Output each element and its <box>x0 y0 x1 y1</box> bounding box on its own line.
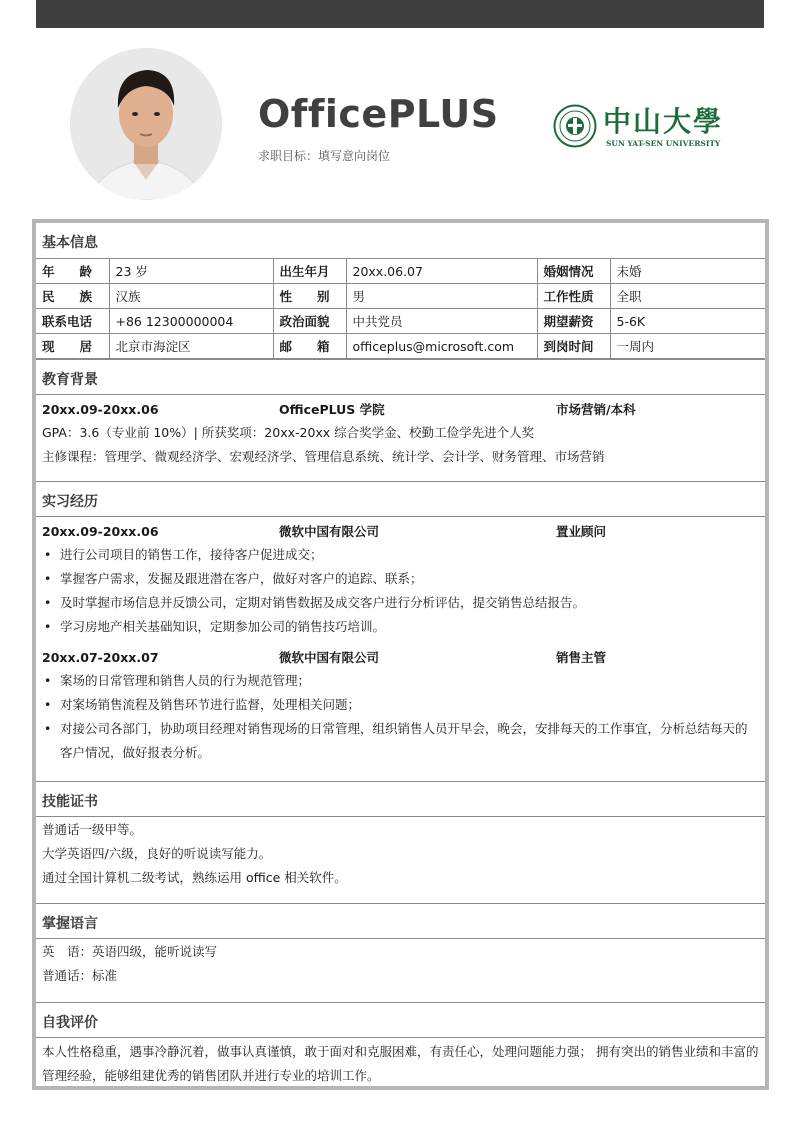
basic-info-label: 婚姻情况 <box>537 259 610 284</box>
job-bullet: • 对案场销售流程及销售环节进行监督，处理相关问题； <box>42 693 759 717</box>
basic-info-label: 期望薪资 <box>537 309 610 334</box>
section-title-self-evaluation: 自我评价 <box>36 1002 765 1037</box>
basic-info-label: 出生年月 <box>273 259 346 284</box>
basic-info-value: 男 <box>346 284 537 309</box>
education-block <box>36 394 765 469</box>
basic-info-value: 一周内 <box>610 334 765 359</box>
skill-line: 大学英语四/六级，良好的听说读写能力。 <box>42 846 272 861</box>
section-title-education: 教育背景 <box>36 359 765 394</box>
job-date: 20xx.09-20xx.06 <box>42 523 159 539</box>
skill-line: 普通话一级甲等。 <box>42 822 143 837</box>
basic-info-label: 邮 箱 <box>273 334 346 359</box>
job-bullet: • 进行公司项目的销售工作，接待客户促进成交； <box>42 543 759 567</box>
top-bar <box>36 0 764 28</box>
section-title-skills: 技能证书 <box>36 781 765 816</box>
job-company: 微软中国有限公司 <box>279 650 380 665</box>
education-header-row <box>42 397 759 421</box>
basic-info-table <box>36 258 765 359</box>
job-bullet: • 学习房地产相关基础知识，定期参加公司的销售技巧培训。 <box>42 615 759 639</box>
resume-frame <box>32 219 769 1090</box>
education-major: 市场营销/本科 <box>556 402 636 417</box>
job-bullet: • 对接公司各部门，协助项目经理对销售现场的日常管理，组织销售人员开早会，晚会，安排每天的工作事宜，分析总结每天的客户情况，做好报表分析。 <box>42 717 759 765</box>
education-gpa: GPA：3.6（专业前 10%）| 所获奖项：20xx-20xx 综合奖学金、校勤工俭学先进个人奖 <box>42 425 535 440</box>
basic-info-row <box>36 309 765 334</box>
candidate-name: OfficePLUS <box>258 92 499 136</box>
basic-info-label: 年 龄 <box>36 259 109 284</box>
basic-info-label: 工作性质 <box>537 284 610 309</box>
basic-info-value: officeplus@microsoft.com <box>346 334 537 359</box>
basic-info-value: 20xx.06.07 <box>346 259 537 284</box>
job-header-row <box>42 645 759 669</box>
basic-info-value: +86 12300000004 <box>109 309 273 334</box>
education-school: OfficePLUS 学院 <box>279 402 385 417</box>
basic-info-label: 到岗时间 <box>537 334 610 359</box>
job-date: 20xx.07-20xx.07 <box>42 649 159 665</box>
logo-chinese-text: 中山大學 <box>603 105 724 138</box>
basic-info-value: 中共党员 <box>346 309 537 334</box>
university-seal-icon <box>553 104 597 148</box>
language-line: 普通话：标准 <box>42 968 118 983</box>
profile-photo <box>70 48 222 200</box>
job-role: 销售主管 <box>556 650 607 665</box>
basic-info-value: 全职 <box>610 284 765 309</box>
basic-info-label: 现 居 <box>36 334 109 359</box>
internship-block <box>36 516 765 765</box>
job-bullet: • 掌握客户需求，发掘及跟进潜在客户，做好对客户的追踪、联系； <box>42 567 759 591</box>
basic-info-row <box>36 334 765 359</box>
section-title-languages: 掌握语言 <box>36 903 765 938</box>
basic-info-value: 汉族 <box>109 284 273 309</box>
basic-info-value: 未婚 <box>610 259 765 284</box>
education-date: 20xx.09-20xx.06 <box>42 401 159 417</box>
self-evaluation-text: 本人性格稳重，遇事冷静沉着，做事认真谨慎，敢于面对和克服困难，有责任心，处理问题能力强； 拥有突出的销售业绩和丰富的管理经验，能够组建优秀的销售团队并进行专业的培训工作。 <box>36 1037 765 1088</box>
section-title-basic: 基本信息 <box>42 235 98 251</box>
basic-info-value: 23 岁 <box>109 259 273 284</box>
job-entry-1 <box>42 519 759 639</box>
job-bullet: • 及时掌握市场信息并反馈公司，定期对销售数据及成交客户进行分析评估，提交销售总结报告。 <box>42 591 759 615</box>
education-courses: 主修课程：管理学、微观经济学、宏观经济学、管理信息系统、统计学、会计学、财务管理、市场营销 <box>42 449 605 464</box>
basic-info-label: 性 别 <box>273 284 346 309</box>
skills-block <box>36 816 765 890</box>
basic-info-label: 政治面貌 <box>273 309 346 334</box>
languages-block <box>36 938 765 988</box>
skill-line: 通过全国计算机二级考试，熟练运用 office 相关软件。 <box>42 870 347 885</box>
basic-info-value: 5-6K <box>610 309 765 334</box>
basic-info-row <box>36 284 765 309</box>
section-title-internship: 实习经历 <box>36 481 765 516</box>
logo-english-text: SUN YAT-SEN UNIVERSITY <box>606 139 721 148</box>
job-bullet: • 案场的日常管理和销售人员的行为规范管理； <box>42 669 759 693</box>
basic-info-label: 民 族 <box>36 284 109 309</box>
university-logo <box>553 100 733 152</box>
basic-info-row <box>36 259 765 284</box>
language-line: 英 语：英语四级，能听说读写 <box>42 944 218 959</box>
basic-info-label: 联系电话 <box>36 309 109 334</box>
job-role: 置业顾问 <box>556 524 607 539</box>
job-header-row <box>42 519 759 543</box>
basic-info-value: 北京市海淀区 <box>109 334 273 359</box>
job-objective: 求职目标：填写意向岗位 <box>258 149 391 163</box>
job-company: 微软中国有限公司 <box>279 524 380 539</box>
job-entry-2 <box>42 645 759 765</box>
